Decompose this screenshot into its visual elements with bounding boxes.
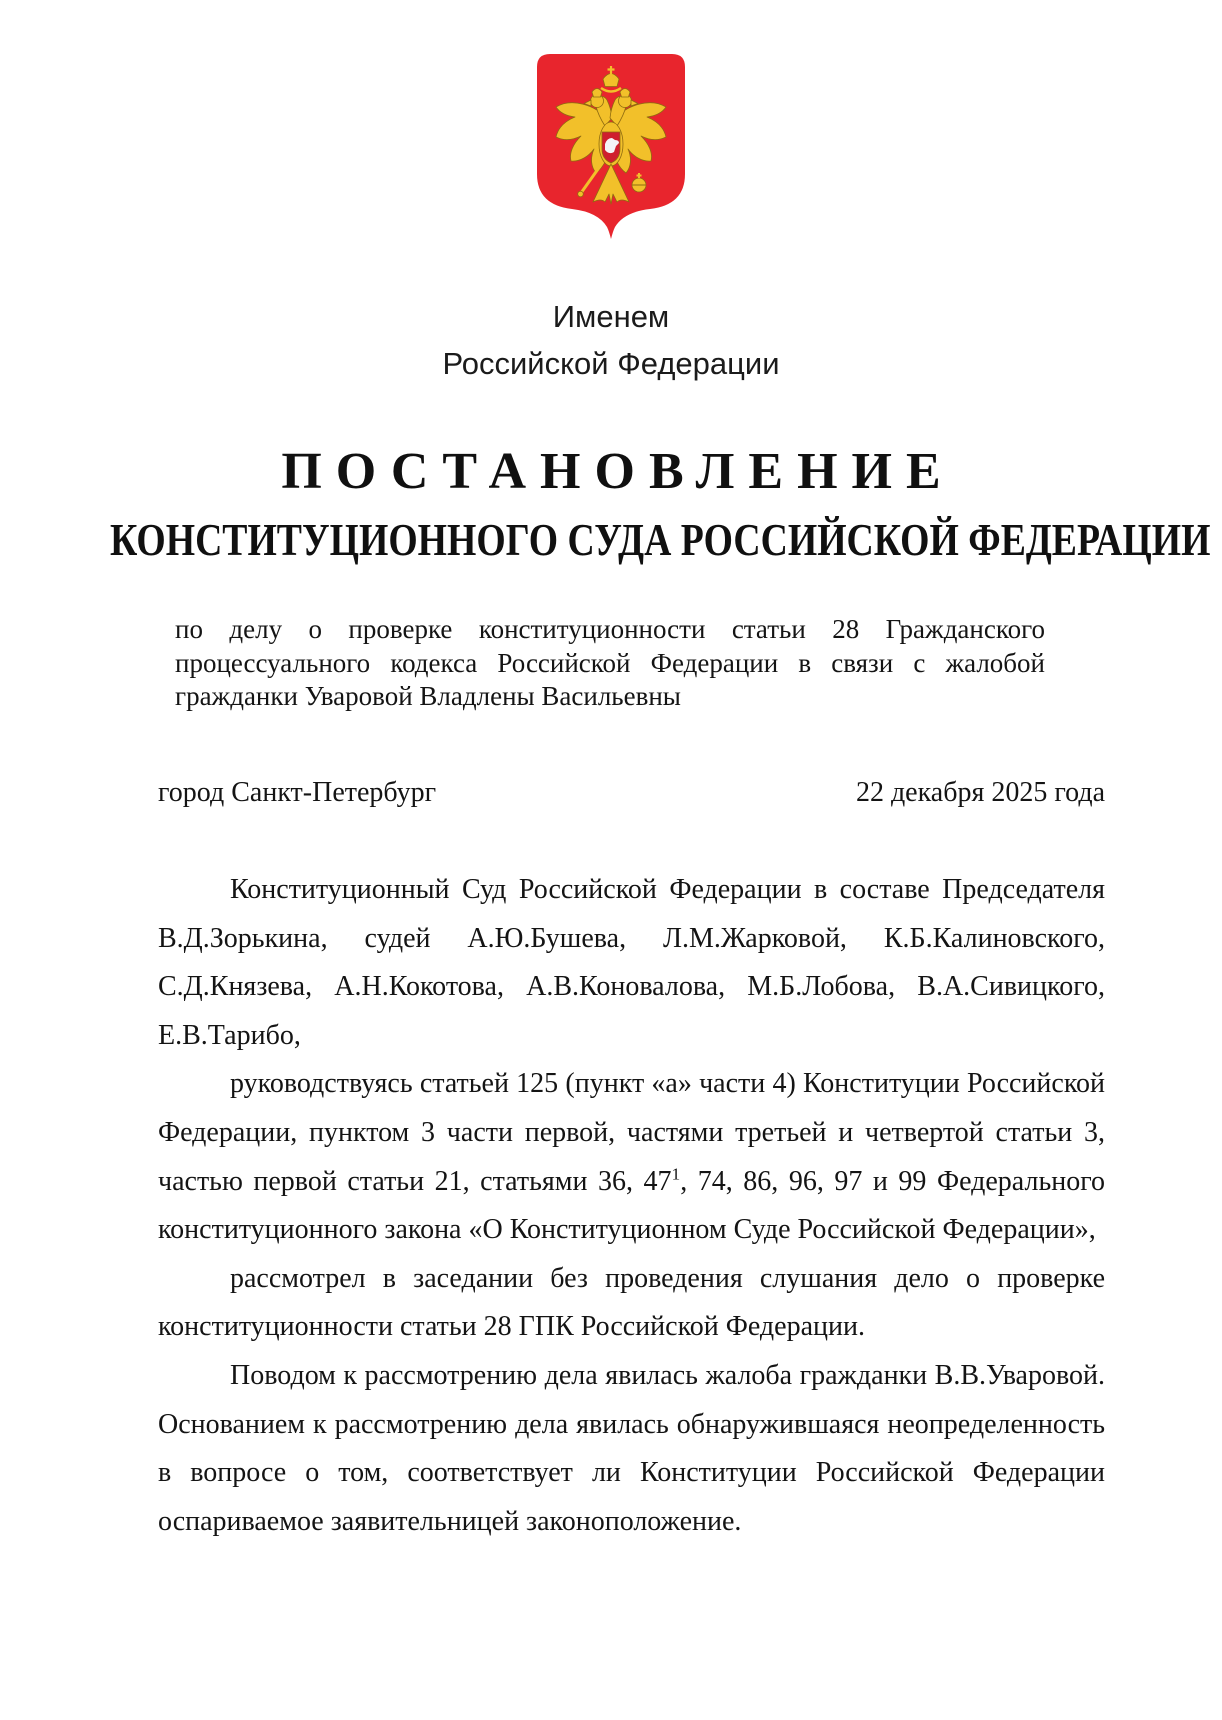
case-annotation: по делу о проверке конституционности статьи 28 Гражданского процессуального кодекса Российской Федерации в связи с жалобой гражданки Уваровой Владлены Васильевны xyxy=(175,614,1045,711)
document-body xyxy=(158,866,1105,1546)
invocation-heading xyxy=(0,293,1222,387)
paragraph-hearing: рассмотрел в заседании без проведения слушания дело о проверке конституционности статьи 28 ГПК Российской Федерации. xyxy=(158,1262,1105,1343)
paragraph-legal-basis-text-continued: , 74, 86, 96, 97 и 99 Федерального конституционного закона «О Конституционном Суде Российской Федерации», xyxy=(158,1165,1105,1246)
dateline-date: 22 декабря 2025 года xyxy=(855,777,1105,808)
dateline xyxy=(158,776,1105,810)
paragraph-court-composition: Конституционный Суд Российской Федерации в составе Председателя В.Д.Зорькина, судей А.Ю.Бушева, Л.М.Жарковой, К.Б.Калиновского, С.Д.Князева, А.Н.Кокотова, А.В.Коновалова, М.Б.Лобова, В.А.Сивицкого, Е.В.Тарибо, xyxy=(158,874,1105,1051)
paragraph-grounds: Поводом к рассмотрению дела явилась жалоба гражданки В.В.Уваровой. Основанием к рассмотрению дела явилась обнаружившаяся неопределенность в вопросе о том, соответствует ли Конституции Российской Федерации оспариваемое заявительницей законоположение. xyxy=(158,1359,1105,1537)
invocation-line2: Российской Федерации xyxy=(442,346,780,381)
document-title: ПОСТАНОВЛЕНИЕ xyxy=(281,443,955,500)
paragraph-legal-basis xyxy=(158,1060,1105,1254)
article-superscript: 1 xyxy=(671,1164,681,1184)
invocation-line1: Именем xyxy=(552,299,670,334)
document-subtitle: КОНСТИТУЦИОННОГО СУДА РОССИЙСКОЙ ФЕДЕРАЦИИ xyxy=(109,514,1211,565)
paragraph-legal-basis-text: руководствуясь статьей 125 (пункт «а» части 4) Конституции Российской Федерации, пунктом 3 части первой, частями третьей и четвертой статьи 3, частью первой статьи 21, статьями 36, 47 xyxy=(158,1068,1105,1197)
dateline-place: город Санкт-Петербург xyxy=(158,777,437,808)
russia-coat-of-arms-icon xyxy=(535,52,687,242)
